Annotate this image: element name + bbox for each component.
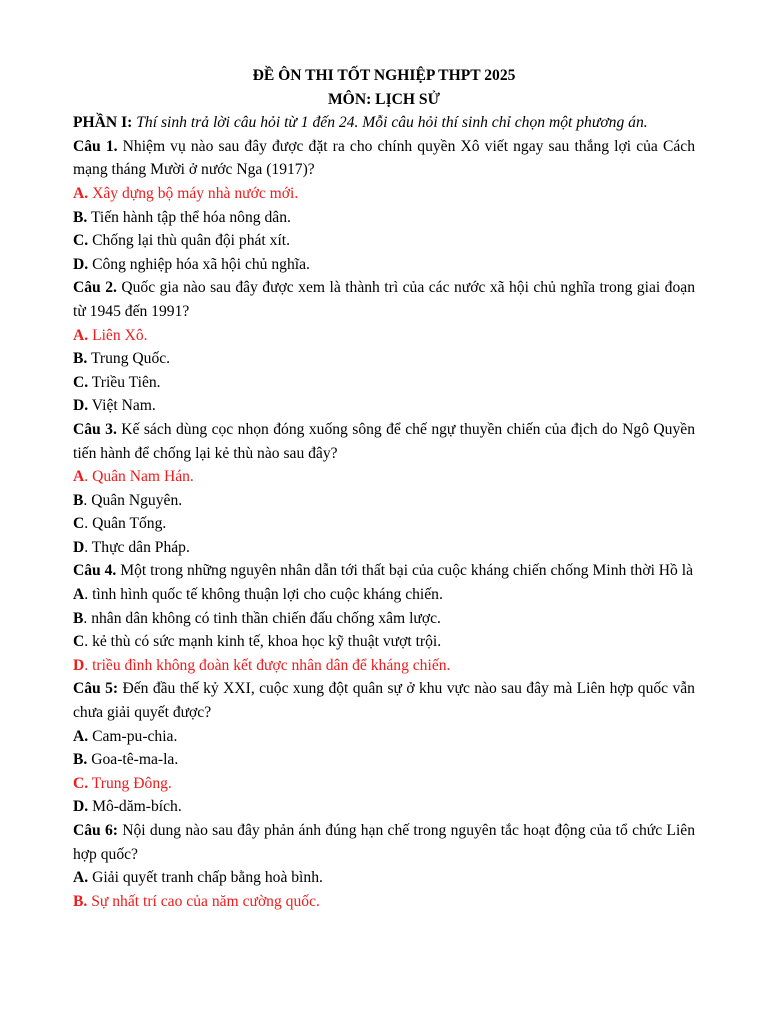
option-text: . nhân dân không có tinh thần chiến đấu chống xâm lược. — [83, 609, 441, 627]
question-label: Câu 6: — [73, 822, 118, 839]
option-text: Tiến hành tập thể hóa nông dân. — [90, 208, 291, 226]
option-key: B. — [73, 350, 88, 368]
option-text: Cam-pu-chia. — [92, 727, 178, 745]
question-label: Câu 3. — [73, 420, 117, 438]
question-label: Câu 4. — [73, 562, 117, 580]
option-text: . Thực dân Pháp. — [84, 538, 190, 556]
option-text: . triều đình không đoàn kết được nhân dân để kháng chiến. — [84, 656, 451, 674]
option-2d — [73, 394, 695, 418]
question-1 — [73, 135, 695, 182]
part-instruction: Thí sinh trả lời câu hỏi từ 1 đến 24. Mỗi câu hỏi thí sinh chỉ chọn một phương án. — [136, 114, 648, 132]
exam-title: ĐỀ ÔN THI TỐT NGHIỆP THPT 2025 — [252, 67, 516, 84]
option-key: C. — [73, 774, 89, 792]
option-key: D. — [73, 397, 89, 415]
option-text: Việt Nam. — [91, 397, 156, 415]
option-key: A — [73, 586, 85, 604]
option-text: Sự nhất trí cao của năm cường quốc. — [91, 892, 320, 910]
question-text: Nhiệm vụ nào sau đây được đặt ra cho chính quyền Xô viết ngay sau thắng lợi của Cách mạng tháng Mười ở nước Nga (1917)? — [73, 137, 695, 179]
option-key: D. — [73, 798, 89, 816]
option-text: Chống lại thù quân đội phát xít. — [92, 232, 291, 250]
option-4c — [73, 630, 695, 654]
question-text: Kế sách dùng cọc nhọn đóng xuống sông để chế ngự thuyền chiến của địch do Ngô Quyền tiến hành để chống lại kẻ thù nào sau đây? — [73, 420, 695, 462]
option-text: Trung Đông. — [91, 774, 172, 792]
option-2b — [73, 347, 695, 371]
option-1b — [73, 206, 695, 230]
question-text: Quốc gia nào sau đây được xem là thành trì của các nước xã hội chủ nghĩa trong giai đoạn từ 1945 đến 1991? — [73, 279, 695, 320]
option-key: A — [73, 468, 85, 486]
question-3 — [73, 418, 695, 465]
option-text: Goa-tê-ma-la. — [91, 751, 179, 769]
option-key: A. — [73, 326, 89, 344]
option-key: B — [73, 491, 84, 509]
option-text: Mô-dăm-bích. — [92, 798, 182, 816]
question-2 — [73, 276, 695, 323]
option-text: Liên Xô. — [92, 326, 148, 344]
question-text: Một trong những nguyên nhân dẫn tới thất bại của cuộc kháng chiến chống Minh thời Hồ là — [120, 562, 694, 580]
option-5d — [73, 795, 695, 819]
option-key: B. — [73, 751, 88, 769]
option-key: A. — [73, 869, 89, 887]
option-3c — [73, 512, 695, 536]
option-key: D. — [73, 255, 89, 273]
option-4a — [73, 583, 695, 607]
option-key: C — [73, 633, 85, 651]
option-text: . tình hình quốc tế không thuận lợi cho cuộc kháng chiến. — [84, 586, 443, 604]
option-text: Trung Quốc. — [90, 350, 171, 368]
part-heading — [73, 111, 695, 135]
option-5b — [73, 748, 695, 772]
option-5a — [73, 725, 695, 749]
option-2a — [73, 324, 695, 348]
part-label: PHẦN I: — [73, 114, 133, 132]
option-key: B — [73, 609, 84, 627]
option-1a — [73, 182, 695, 206]
option-text: Xây dựng bộ máy nhà nước mới. — [92, 184, 299, 202]
option-text: Công nghiệp hóa xã hội chủ nghĩa. — [92, 255, 310, 273]
question-text: Nội dung nào sau đây phản ánh đúng hạn chế trong nguyên tắc hoạt động của tổ chức Liên hợp quốc? — [73, 822, 695, 863]
option-2c — [73, 371, 695, 395]
option-key: C. — [73, 232, 89, 250]
option-key: A. — [73, 184, 89, 202]
option-text: . Quân Nam Hán. — [84, 468, 194, 486]
option-4d — [73, 654, 695, 678]
question-label: Câu 1. — [73, 137, 118, 155]
option-key: B. — [73, 208, 88, 226]
option-3d — [73, 536, 695, 560]
option-text: . kẻ thù có sức mạnh kinh tế, khoa học kỹ thuật vượt trội. — [84, 633, 442, 651]
option-text: . Quân Nguyên. — [83, 491, 183, 509]
option-4b — [73, 607, 695, 631]
option-text: Giải quyết tranh chấp bằng hoà bình. — [92, 869, 323, 887]
option-1c — [73, 229, 695, 253]
option-6a — [73, 866, 695, 890]
question-label: Câu 5: — [73, 680, 119, 698]
option-key: C. — [73, 373, 89, 391]
question-label: Câu 2. — [73, 279, 117, 297]
exam-page — [73, 64, 695, 913]
option-5c — [73, 772, 695, 796]
exam-subject: MÔN: LỊCH SỬ — [327, 90, 441, 108]
option-key: A. — [73, 727, 89, 745]
option-text: . Quân Tống. — [84, 515, 167, 533]
question-text: Đến đầu thế kỷ XXI, cuộc xung đột quân sự ở khu vực nào sau đây mà Liên hợp quốc vẫn chưa giải quyết được? — [73, 680, 695, 722]
question-4 — [73, 559, 695, 583]
option-text: Triều Tiên. — [91, 373, 161, 391]
option-3a — [73, 465, 695, 489]
question-5 — [73, 677, 695, 724]
option-key: B. — [73, 892, 88, 910]
option-6b — [73, 890, 695, 914]
option-3b — [73, 489, 695, 513]
option-key: C — [73, 515, 85, 533]
option-key: D — [73, 656, 85, 674]
option-1d — [73, 253, 695, 277]
question-6 — [73, 819, 695, 866]
option-key: D — [73, 538, 85, 556]
